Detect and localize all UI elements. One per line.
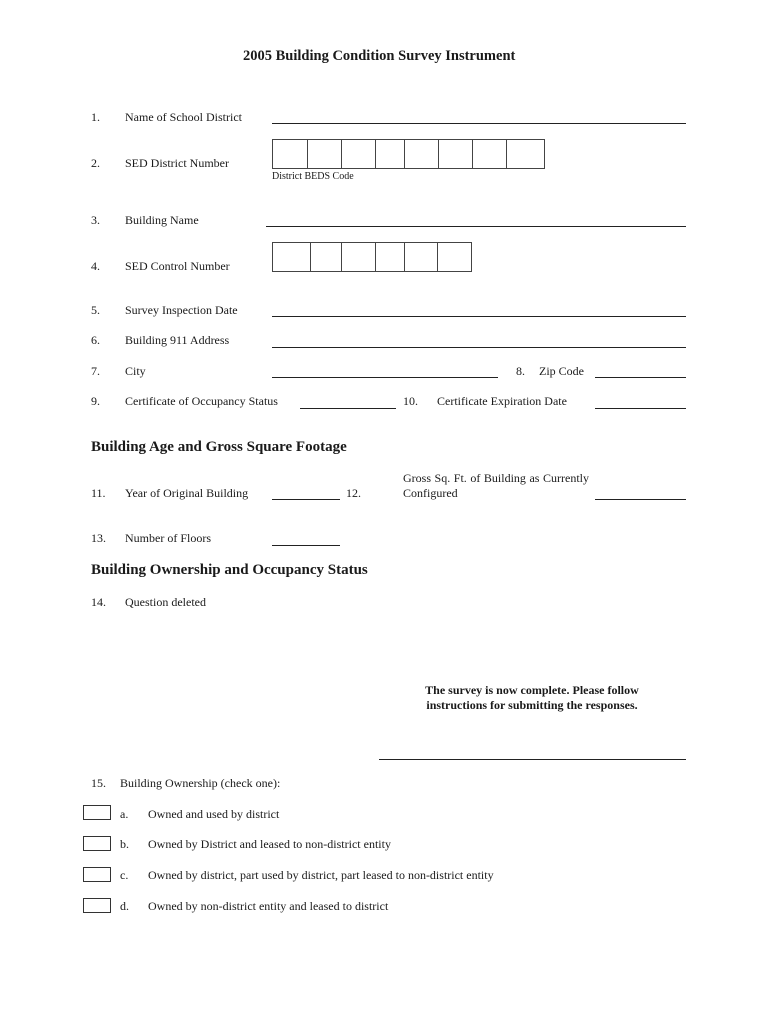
year-original-building-label: Year of Original Building bbox=[125, 486, 249, 500]
item-number-14: 14. bbox=[91, 595, 106, 609]
ownership-option-a-letter: a. bbox=[120, 807, 129, 821]
building-911-address-field[interactable] bbox=[272, 347, 686, 348]
digit-box[interactable] bbox=[404, 140, 438, 168]
digit-box[interactable] bbox=[472, 140, 506, 168]
digit-box[interactable] bbox=[341, 140, 375, 168]
survey-complete-notice: The survey is now complete. Please follow instructions for submitting the responses. bbox=[425, 683, 639, 712]
item-number-1: 1. bbox=[91, 110, 100, 124]
digit-box[interactable] bbox=[273, 243, 310, 271]
ownership-option-c-checkbox[interactable] bbox=[83, 867, 111, 882]
year-original-building-field[interactable] bbox=[272, 499, 340, 500]
item-number-15: 15. bbox=[91, 776, 106, 790]
ownership-option-b-label: Owned by District and leased to non-district entity bbox=[148, 837, 391, 851]
item-number-4: 4. bbox=[91, 259, 100, 273]
zip-code-field[interactable] bbox=[595, 377, 686, 378]
school-district-label: Name of School District bbox=[125, 110, 242, 124]
digit-box[interactable] bbox=[273, 140, 307, 168]
digit-box[interactable] bbox=[437, 243, 471, 271]
certificate-expiration-date-label: Certificate Expiration Date bbox=[437, 394, 567, 408]
certificate-occupancy-status-label: Certificate of Occupancy Status bbox=[125, 394, 278, 408]
ownership-option-d-checkbox[interactable] bbox=[83, 898, 111, 913]
survey-inspection-date-field[interactable] bbox=[272, 316, 686, 317]
section-heading-building-age: Building Age and Gross Square Footage bbox=[91, 439, 347, 455]
item-number-8: 8. bbox=[516, 364, 525, 378]
digit-box[interactable] bbox=[307, 140, 341, 168]
building-ownership-label: Building Ownership (check one): bbox=[120, 776, 281, 790]
city-field[interactable] bbox=[272, 377, 498, 378]
gross-sq-ft-field[interactable] bbox=[595, 499, 686, 500]
ownership-option-d-label: Owned by non-district entity and leased to district bbox=[148, 899, 389, 913]
question-deleted-label: Question deleted bbox=[125, 595, 206, 609]
item-number-13: 13. bbox=[91, 531, 106, 545]
ownership-option-b-letter: b. bbox=[120, 837, 129, 851]
item-number-10: 10. bbox=[403, 394, 418, 408]
item-number-12: 12. bbox=[346, 486, 361, 500]
sed-control-number-boxes[interactable] bbox=[272, 242, 472, 272]
survey-inspection-date-label: Survey Inspection Date bbox=[125, 303, 238, 317]
digit-box[interactable] bbox=[341, 243, 375, 271]
section-heading-ownership: Building Ownership and Occupancy Status bbox=[91, 562, 368, 578]
digit-box[interactable] bbox=[375, 140, 404, 168]
item-number-5: 5. bbox=[91, 303, 100, 317]
ownership-option-d-letter: d. bbox=[120, 899, 129, 913]
sed-district-number-label: SED District Number bbox=[125, 156, 229, 170]
sed-district-number-boxes[interactable] bbox=[272, 139, 545, 169]
item-number-2: 2. bbox=[91, 156, 100, 170]
digit-box[interactable] bbox=[310, 243, 341, 271]
digit-box[interactable] bbox=[375, 243, 404, 271]
item-number-3: 3. bbox=[91, 213, 100, 227]
sed-control-number-label: SED Control Number bbox=[125, 259, 230, 273]
digit-box[interactable] bbox=[438, 140, 472, 168]
gross-sq-ft-label: Gross Sq. Ft. of Building as Currently Configured bbox=[403, 471, 589, 500]
page-title: 2005 Building Condition Survey Instrument bbox=[243, 48, 516, 64]
item-number-7: 7. bbox=[91, 364, 100, 378]
building-name-field[interactable] bbox=[266, 226, 686, 227]
city-label: City bbox=[125, 364, 146, 378]
ownership-option-c-label: Owned by district, part used by district, part leased to non-district entity bbox=[148, 868, 494, 882]
school-district-field[interactable] bbox=[272, 123, 686, 124]
item-number-11: 11. bbox=[91, 486, 106, 500]
ownership-option-a-checkbox[interactable] bbox=[83, 805, 111, 820]
building-911-address-label: Building 911 Address bbox=[125, 333, 230, 347]
ownership-option-b-checkbox[interactable] bbox=[83, 836, 111, 851]
building-name-label: Building Name bbox=[125, 213, 199, 227]
signature-line[interactable] bbox=[379, 759, 686, 760]
digit-box[interactable] bbox=[506, 140, 544, 168]
certificate-expiration-date-field[interactable] bbox=[595, 408, 686, 409]
ownership-option-a-label: Owned and used by district bbox=[148, 807, 280, 821]
district-beds-code-caption: District BEDS Code bbox=[272, 171, 354, 182]
certificate-occupancy-status-field[interactable] bbox=[300, 408, 396, 409]
item-number-9: 9. bbox=[91, 394, 100, 408]
digit-box[interactable] bbox=[404, 243, 437, 271]
item-number-6: 6. bbox=[91, 333, 100, 347]
zip-code-label: Zip Code bbox=[539, 364, 584, 378]
number-of-floors-label: Number of Floors bbox=[125, 531, 211, 545]
number-of-floors-field[interactable] bbox=[272, 545, 340, 546]
ownership-option-c-letter: c. bbox=[120, 868, 129, 882]
